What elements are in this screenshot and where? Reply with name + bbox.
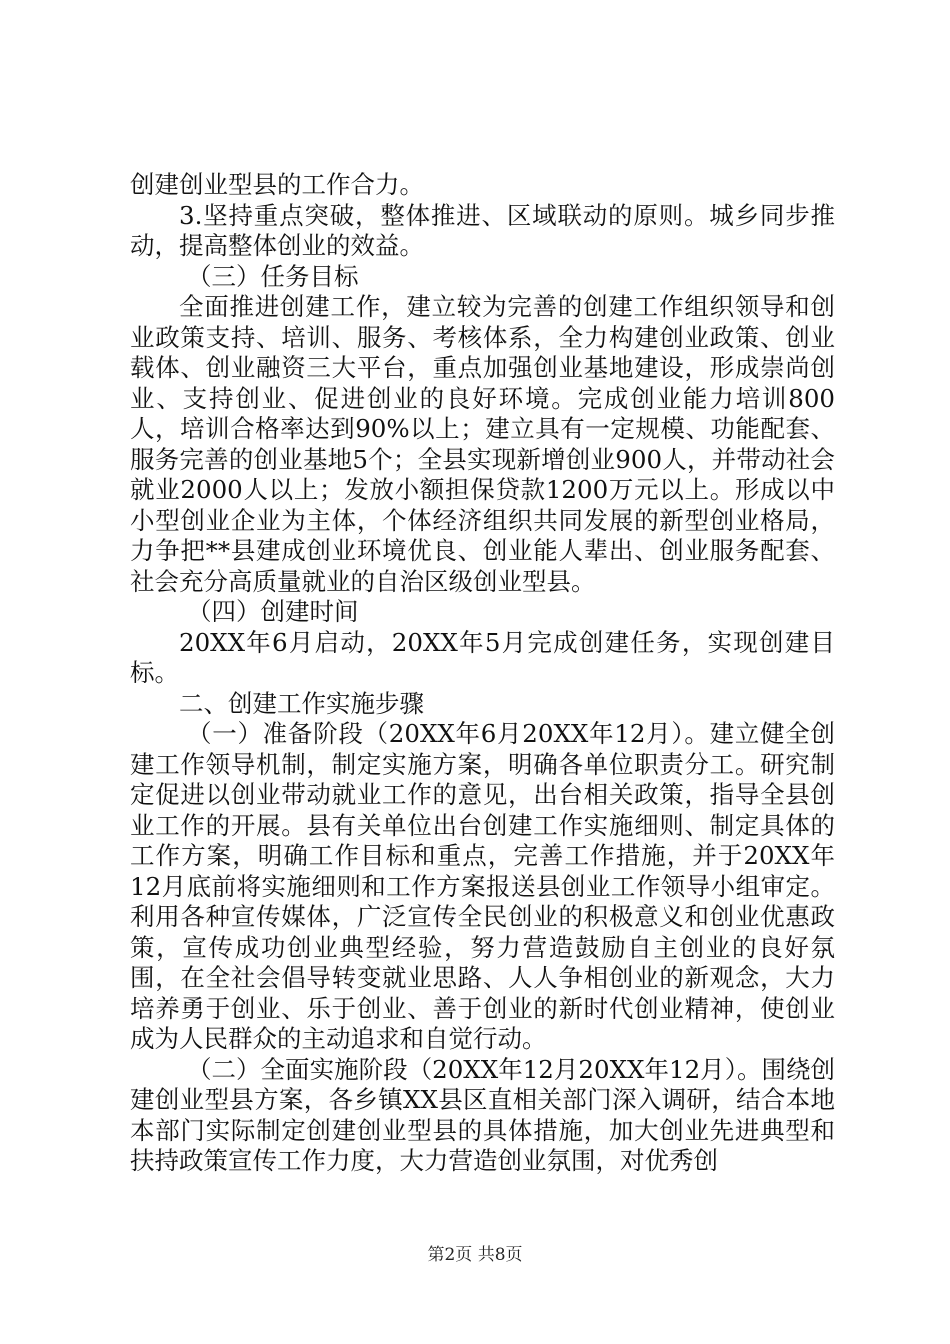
paragraph: （一）准备阶段（20XX年6月20XX年12月）。建立健全创建工作领导机制，制定实施方案，明确各单位职责分工。研究制定促进以创业带动就业工作的意见，出台相关政策，指导全县创业工作的开展。县有关单位出台创建工作实施细则、制定具体的工作方案，明确工作目标和重点，完善工作措施，并于20XX年12月底前将实施细则和工作方案报送县创业工作领导小组审定。利用各种宣传媒体，广泛宣传全民创业的积极意义和创业优惠政策，宣传成功创业典型经验，努力营造鼓励自主创业的良好氛围，在全社会倡导转变就业思路、人人争相创业的新观念，大力培养勇于创业、乐于创业、善于创业的新时代创业精神，使创业成为人民群众的主动追求和自觉行动。	[130, 719, 835, 1053]
page-number: 第2页 共8页	[427, 1245, 523, 1265]
document-body	[130, 170, 835, 1177]
paragraph: （二）全面实施阶段（20XX年12月20XX年12月）。围绕创建创业型县方案，各乡镇XX县区直相关部门深入调研，结合本地本部门实际制定创建创业型县的具体措施，加大创业先进典型和扶持政策宣传工作力度，大力营造创业氛围，对优秀创	[130, 1054, 835, 1175]
paragraph: 全面推进创建工作，建立较为完善的创建工作组织领导和创业政策支持、培训、服务、考核体系，全力构建创业政策、创业载体、创业融资三大平台，重点加强创业基地建设，形成崇尚创业、支持创业、促进创业的良好环境。完成创业能力培训800人，培训合格率达到90%以上；建立具有一定规模、功能配套、服务完善的创业基地5个；全县实现新增创业900人，并带动社会就业2000人以上；发放小额担保贷款1200万元以上。形成以中小型创业企业为主体，个体经济组织共同发展的新型创业格局，力争把**县建成创业环境优良、创业能人辈出、创业服务配套、社会充分高质量就业的自治区级创业型县。	[130, 292, 835, 596]
paragraph: 20XX年6月启动，20XX年5月完成创建任务，实现创建目标。	[130, 627, 835, 687]
paragraph: 3.坚持重点突破，整体推进、区域联动的原则。城乡同步推动，提高整体创业的效益。	[130, 200, 835, 260]
section-heading: （三）任务目标	[187, 261, 359, 291]
section-heading: （四）创建时间	[187, 597, 359, 626]
section-heading: 二、创建工作实施步骤	[179, 688, 424, 718]
paragraph: 创建创业型县的工作合力。	[130, 170, 424, 199]
